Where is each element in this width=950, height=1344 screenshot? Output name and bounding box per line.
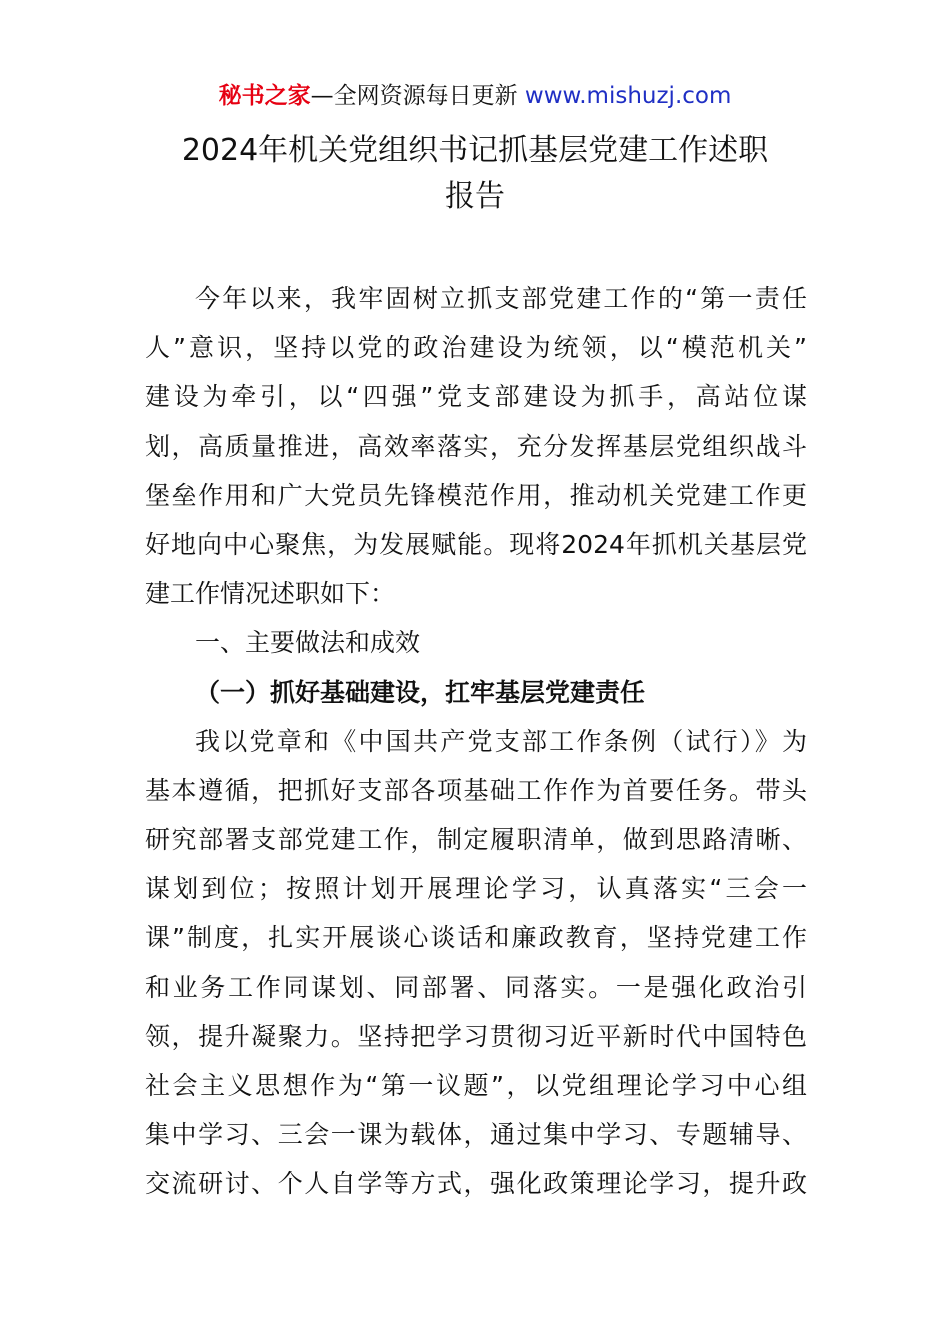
body-line: 我以党章和《中国共产党支部工作条例（试行）》为 <box>195 726 807 756</box>
body-line: 人”意识，坚持以党的政治建设为统领，以“模范机关” <box>145 333 807 363</box>
body-line: 研究部署支部党建工作，制定履职清单，做到思路清晰、 <box>145 825 807 855</box>
body-line: 谋划到位；按照计划开展理论学习，认真落实“三会一 <box>145 874 807 904</box>
body-line: 课”制度，扎实开展谈心谈话和廉政教育，坚持党建工作 <box>145 923 807 953</box>
body-line: 划，高质量推进，高效率落实，充分发挥基层党组织战斗 <box>145 431 807 461</box>
body-line: 建设为牵引，以“四强”党支部建设为抓手，高站位谋 <box>145 382 807 412</box>
section-heading: 一、主要做法和成效 <box>195 628 421 658</box>
title-line-1: 2024年机关党组织书记抓基层党建工作述职 <box>181 133 769 168</box>
document-title <box>145 128 805 220</box>
site-header <box>0 80 950 112</box>
body-line: 集中学习、三会一课为载体，通过集中学习、专题辅导、 <box>145 1120 807 1150</box>
body-line: 今年以来，我牢固树立抓支部党建工作的“第一责任 <box>195 284 807 313</box>
document-body <box>145 274 807 1209</box>
body-line: 交流研讨、个人自学等方式，强化政策理论学习，提升政 <box>145 1169 807 1199</box>
site-url-link[interactable]: www.mishuzj.com <box>524 83 732 109</box>
body-line: 好地向中心聚焦，为发展赋能。现将2024年抓机关基层党 <box>145 529 807 559</box>
subsection-heading: （一）抓好基础建设，扛牢基层党建责任 <box>195 677 646 707</box>
body-line: 堡垒作用和广大党员先锋模范作用，推动机关党建工作更 <box>145 480 807 510</box>
body-line: 基本遵循，把抓好支部各项基础工作作为首要任务。带头 <box>145 775 807 805</box>
body-line: 社会主义思想作为“第一议题”，以党组理论学习中心组 <box>145 1071 807 1100</box>
brand-name: 秘书之家 <box>218 83 311 109</box>
title-line-2: 报告 <box>445 179 505 214</box>
body-line: 和业务工作同谋划、同部署、同落实。一是强化政治引 <box>145 972 807 1002</box>
header-tagline: —全网资源每日更新 <box>310 83 518 109</box>
body-line: 领，提升凝聚力。坚持把学习贯彻习近平新时代中国特色 <box>145 1021 807 1051</box>
body-line: 建工作情况述职如下： <box>145 579 396 609</box>
